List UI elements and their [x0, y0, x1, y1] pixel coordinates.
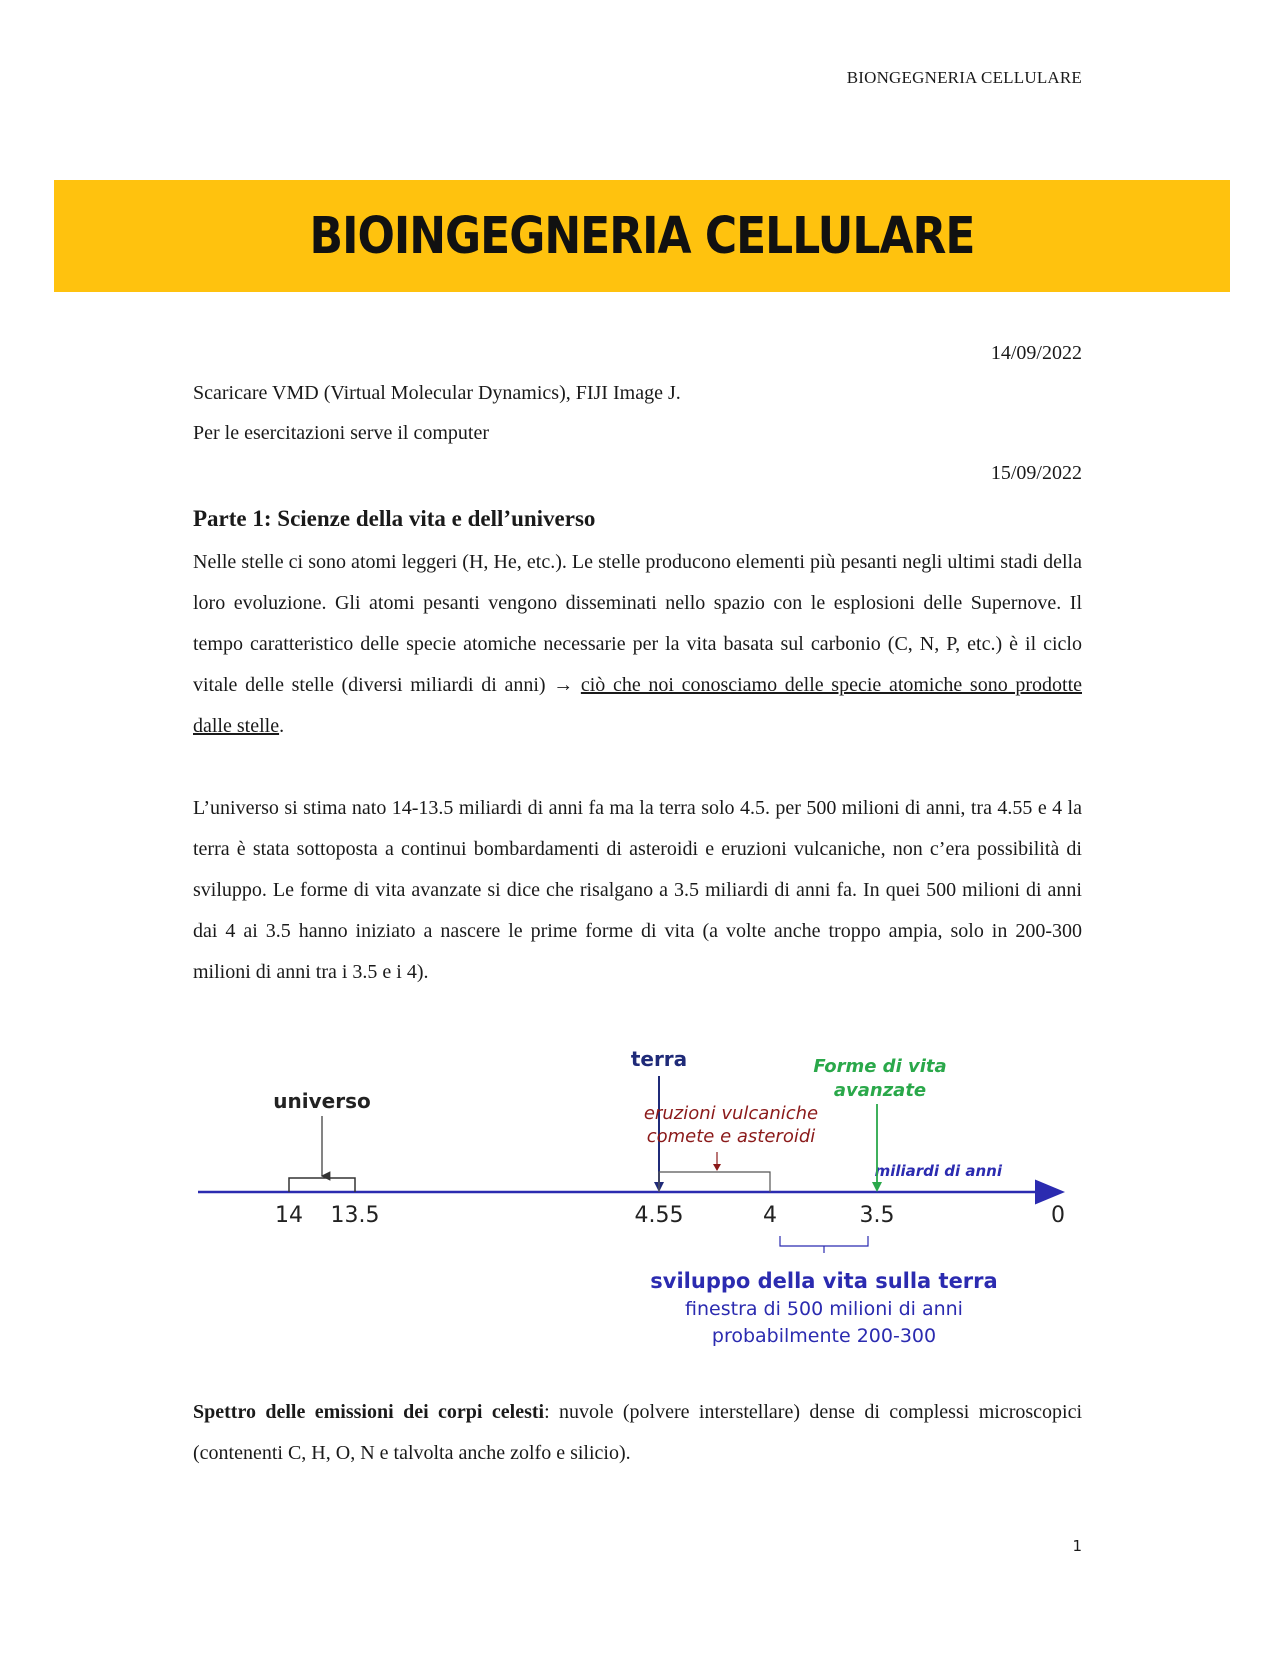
date-entry: 14/09/2022 — [990, 342, 1082, 364]
tick-label: 3.5 — [859, 1203, 895, 1228]
paragraph-text: : nuvole (polvere interstellare) dense di complessi microscopici (contenenti C, H, O, N e talvolta anche zolfo e silicio). — [193, 1401, 1083, 1464]
title-banner — [54, 180, 1230, 292]
caption-title: sviluppo della vita sulla terra — [650, 1269, 998, 1293]
running-header: BIONGEGNERIA CELLULARE — [846, 68, 1082, 87]
note-line: Scaricare VMD (Virtual Molecular Dynamics), FIJI Image J. — [193, 382, 681, 404]
section-heading: Parte 1: Scienze della vita e dell’universo — [193, 506, 596, 531]
caption-line: finestra di 500 milioni di anni — [685, 1298, 963, 1320]
terra-label: terra — [630, 1047, 688, 1071]
tick-label: 4.55 — [634, 1203, 684, 1228]
sviluppo-bracket — [780, 1236, 868, 1253]
paragraph-text: L’universo si stima nato 14-13.5 miliardi di anni fa ma la terra solo 4.5. per 500 milioni di anni, tra 4.55 e 4 la terra è stata sottoposta a continui bombardamenti di asteroidi e eruzioni vulcaniche, non c’era possibilità di sviluppo. Le forme di vita avanzate si dice che risalgano a 3.5 miliardi di anni fa. In quei 500 milioni di anni dai 4 ai 3.5 hanno iniziato a nascere le prime forme di vita (a volte anche troppo ampia, solo in 200-300 milioni di anni tra i 3.5 e i 4). — [193, 797, 1082, 983]
date-entry: 15/09/2022 — [990, 462, 1082, 484]
axis-unit-label: miliardi di anni — [874, 1162, 1002, 1180]
underlined-text: ciò che noi conosciamo delle specie atomiche sono prodotte dalle stelle — [193, 674, 1082, 737]
document-title: BIOINGEGNERIA CELLULARE — [309, 206, 975, 266]
bold-term: Spettro delle emissioni dei corpi celesti — [193, 1401, 545, 1423]
eruzioni-arrowhead — [713, 1164, 721, 1171]
caption-line: probabilmente 200-300 — [711, 1325, 937, 1347]
page-number: 1 — [1072, 1537, 1082, 1555]
paragraph-text: Nelle stelle ci sono atomi leggeri (H, He, etc.). Le stelle producono elementi più pesanti negli ultimi stadi della loro evoluzione. Gli atomi pesanti vengono disseminati nello spazio con le esplosioni delle Supernove. Il tempo caratteristico delle specie atomiche necessarie per la vita basata sul carbonio (C, N, P, etc.) è il ciclo vitale delle stelle (diversi miliardi di anni) → — [193, 551, 1082, 696]
tick-label: 14 — [275, 1203, 303, 1228]
paragraph-text: . — [279, 715, 285, 737]
timeline-diagram — [180, 1040, 1100, 1370]
forme-label: Forme di vita — [813, 1056, 947, 1077]
universo-bracket — [289, 1178, 355, 1192]
tick-label: 4 — [763, 1203, 777, 1228]
eruzioni-label: comete e asteroidi — [646, 1126, 816, 1147]
paragraph — [193, 788, 1082, 993]
paragraph — [193, 1392, 1082, 1474]
paragraph — [193, 542, 1082, 747]
tick-label: 0 — [1051, 1203, 1065, 1228]
note-line: Per le esercitazioni serve il computer — [193, 422, 489, 444]
tick-label: 13.5 — [330, 1203, 380, 1228]
forme-label: avanzate — [833, 1080, 927, 1101]
universo-label: universo — [273, 1089, 371, 1113]
eruzioni-label: eruzioni vulcaniche — [643, 1103, 819, 1124]
forme-arrowhead — [872, 1182, 882, 1192]
eruzioni-bracket — [659, 1172, 770, 1192]
